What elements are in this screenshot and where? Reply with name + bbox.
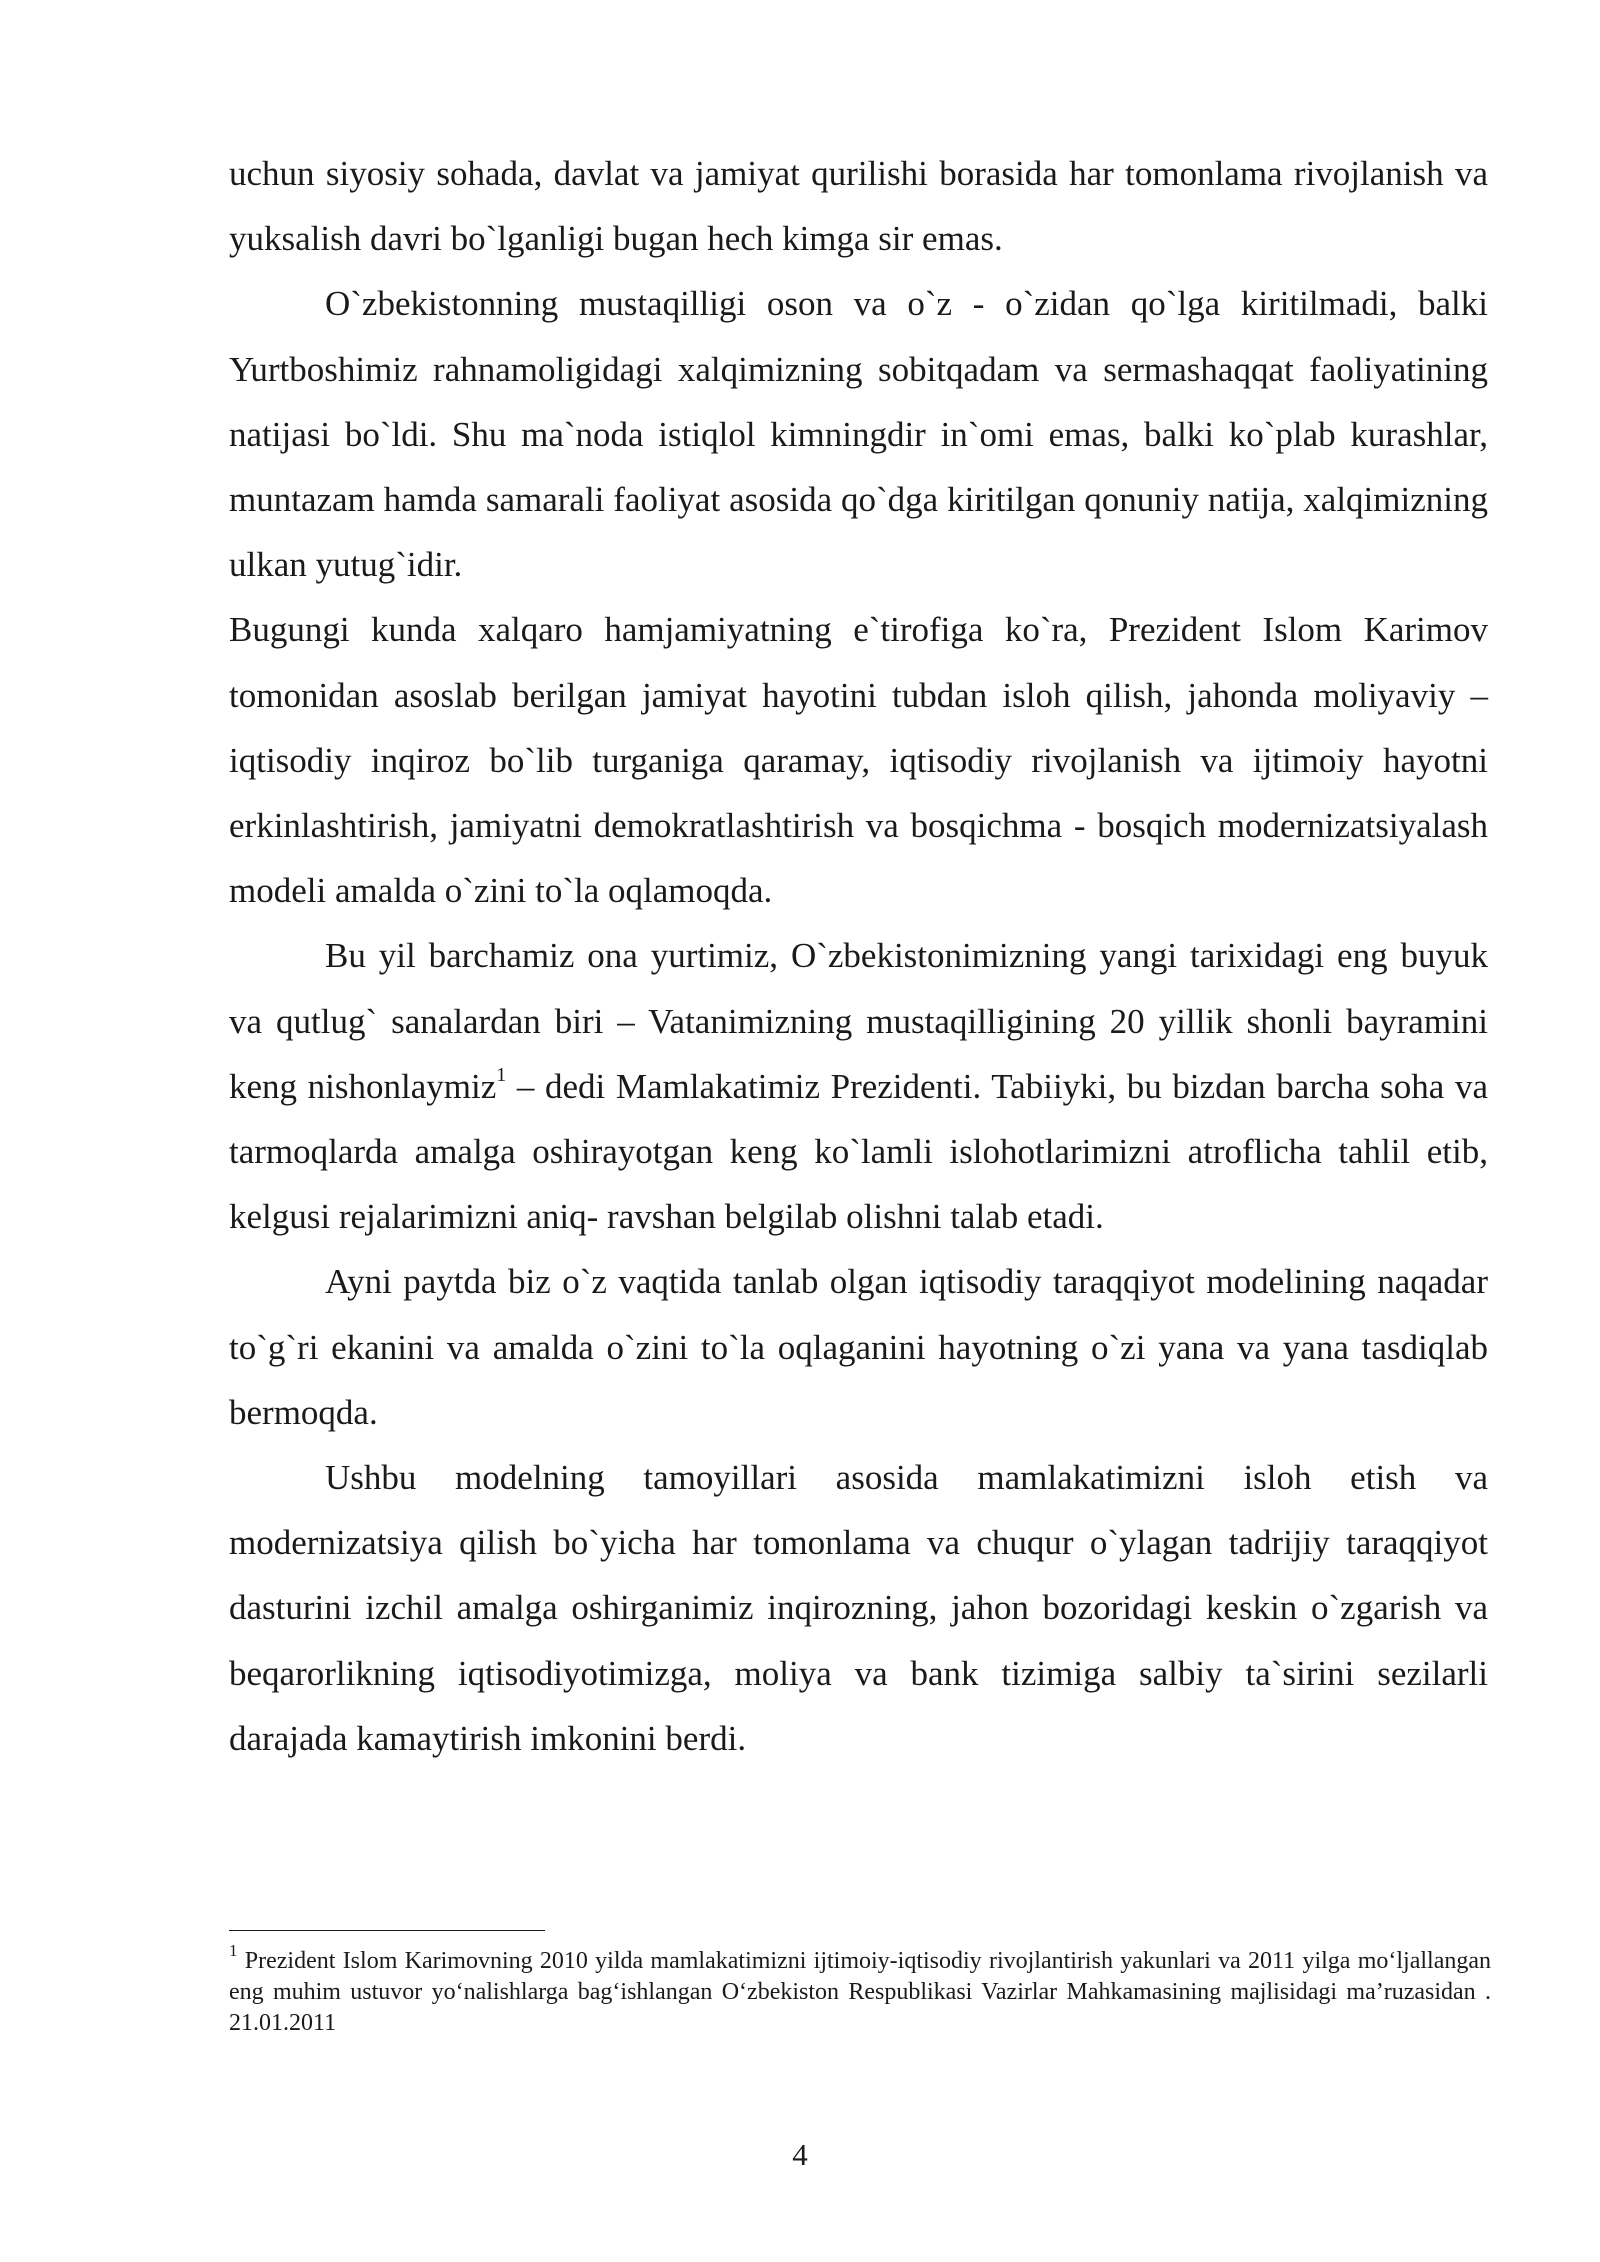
footnote-separator	[229, 1930, 545, 1931]
footnote-reference[interactable]: 1	[496, 1064, 507, 1087]
footnote-marker: 1	[229, 1941, 238, 1960]
paragraph-4	[229, 923, 1488, 1249]
footnote	[229, 1941, 1491, 2039]
paragraph-5: Ayni paytda biz o`z vaqtida tanlab olgan iqtisodiy taraqqiyot modelining naqadar to`g`ri ekanini va amalda o`zini to`la oqlaganini hayotning o`zi yana va yana tasdiqlab bermoqda.	[229, 1262, 1488, 1432]
footnote-text: Prezident Islom Karimovning 2010 yilda mamlakatimizni ijtimoiy-iqtisodiy rivojlantirish yakunlari va 2011 yilga mo‘ljallangan eng muhim ustuvor yo‘nalishlarga bag‘ishlangan O‘zbekiston Respublikasi Vazirlar Mahkamasining majlisidagi ma’ruzasidan . 21.01.2011	[229, 1948, 1491, 2036]
paragraph-6: Ushbu modelning tamoyillari asosida mamlakatimizni isloh etish va modernizatsiya qilish bo`yicha har tomonlama va chuqur o`ylagan tadrijiy taraqqiyot dasturini izchil amalga oshirganimiz inqirozning, jahon bozoridagi keskin o`zgarish va beqarorlikning iqtisodiyotimizga, moliya va bank tizimiga salbiy ta`sirini sezilarli darajada kamaytirish imkonini berdi.	[229, 1458, 1488, 1758]
paragraph-4-text-before-ref: Bu yil barchamiz ona yurtimiz, O`zbekistonimizning yangi tarixidagi eng buyuk va qutlug` sanalardan biri – Vatanimizning mustaqilligining 20 yillik shonli bayramini keng nishonlaymiz	[229, 936, 1488, 1106]
paragraph-1: uchun siyosiy sohada, davlat va jamiyat qurilishi borasida har tomonlama rivojlanish va yuksalish davri bo`lganligi bugan hech kimga sir emas.	[229, 154, 1488, 259]
paragraph-3: Bugungi kunda xalqaro hamjamiyatning e`tirofiga ko`ra, Prezident Islom Karimov tomonidan asoslab berilgan jamiyat hayotini tubdan isloh qilish, jahonda moliyaviy – iqtisodiy inqiroz bo`lib turganiga qaramay, iqtisodiy rivojlanish va ijtimoiy hayotni erkinlashtirish, jamiyatni demokratlashtirish va bosqichma - bosqich modernizatsiyalash modeli amalda o`zini to`la oqlamoqda.	[229, 610, 1488, 911]
page-number: 4	[792, 2137, 808, 2172]
paragraph-4-text-after-ref: – dedi Mamlakatimiz Prezidenti. Tabiiyki, bu bizdan barcha soha va tarmoqlarda amalga oshirayotgan keng ko`lamli islohotlarimizni atroflicha tahlil etib, kelgusi rejalarimizni aniq- ravshan belgilab olishni talab etadi.	[229, 1066, 1488, 1237]
paragraph-2: O`zbekistonning mustaqilligi oson va o`z - o`zidan qo`lga kiritilmadi, balki Yurtboshimiz rahnamoligidagi xalqimizning sobitqadam va sermashaqqat faoliyatining natijasi bo`ldi. Shu ma`noda istiqlol kimningdir in`omi emas, balki ko`plab kurashlar, muntazam hamda samarali faoliyat asosida qo`dga kiritilgan qonuniy natija, xalqimizning ulkan yutug`idir.	[229, 284, 1488, 585]
body-text	[229, 141, 1488, 1771]
